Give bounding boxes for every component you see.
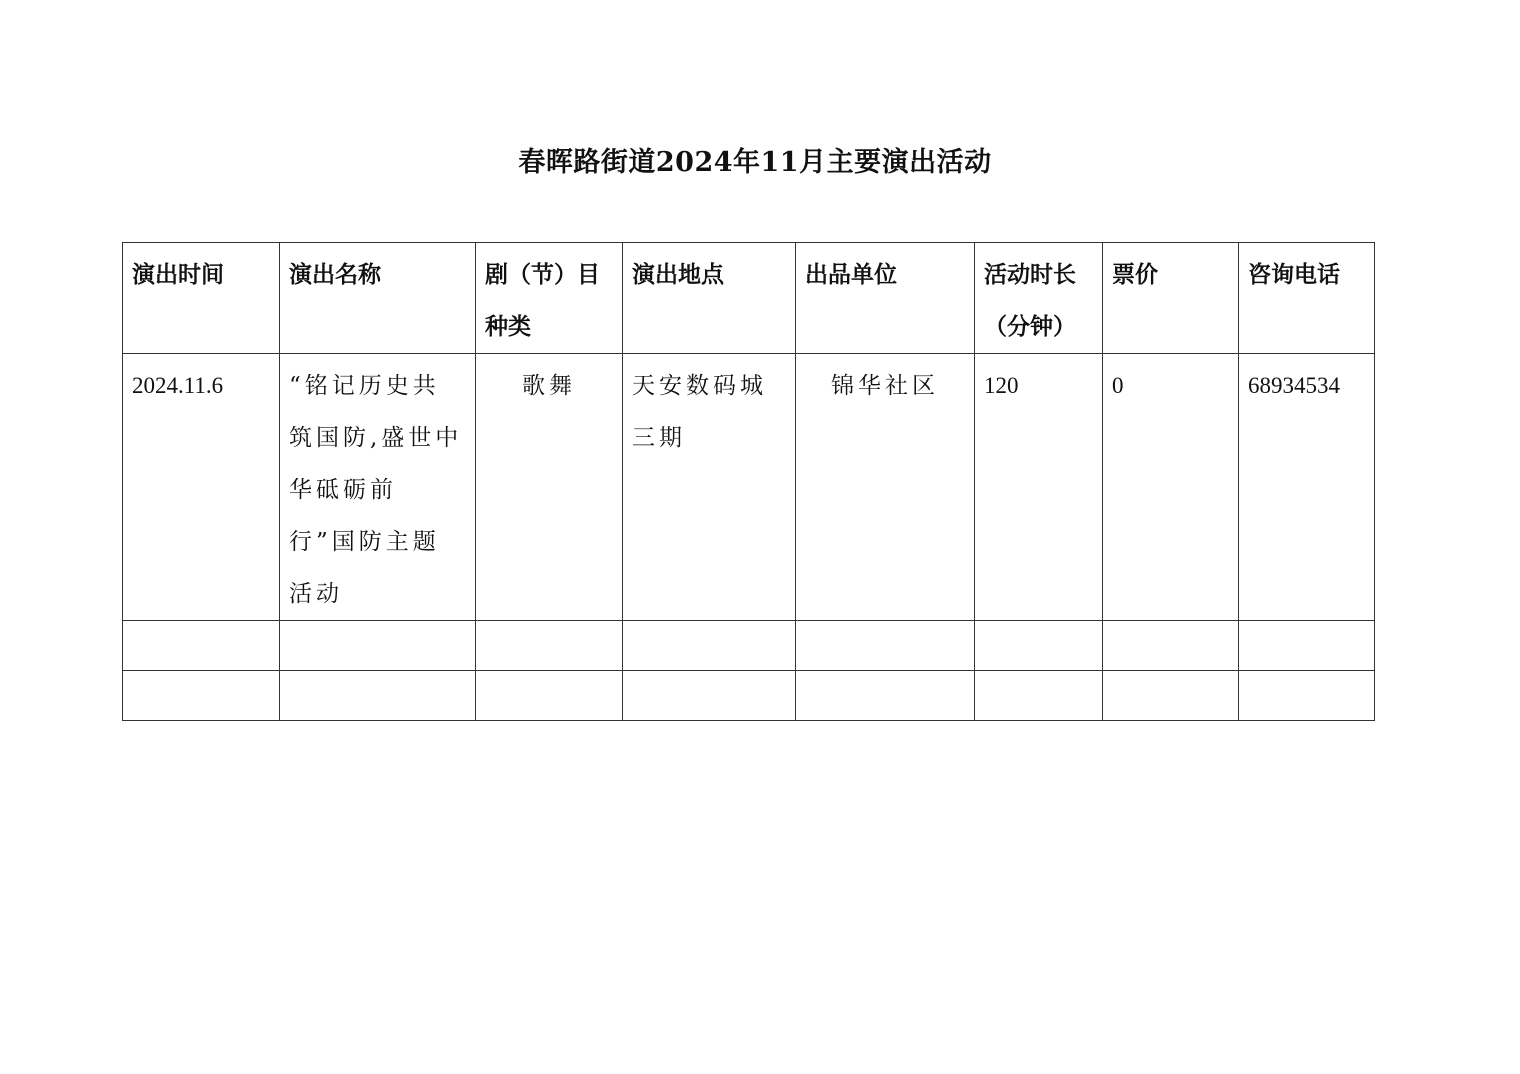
empty-cell — [1103, 621, 1239, 671]
cell-price: 0 — [1103, 354, 1239, 621]
header-name: 演出名称 — [280, 243, 476, 354]
empty-cell — [476, 621, 623, 671]
empty-cell — [623, 671, 796, 721]
empty-cell — [1103, 671, 1239, 721]
empty-cell — [123, 621, 280, 671]
empty-cell — [476, 671, 623, 721]
empty-cell — [1239, 671, 1375, 721]
performance-table — [122, 242, 1375, 721]
empty-row — [123, 671, 1375, 721]
header-producer: 出品单位 — [796, 243, 975, 354]
cell-duration: 120 — [975, 354, 1103, 621]
table-row — [123, 354, 1375, 621]
header-price: 票价 — [1103, 243, 1239, 354]
empty-cell — [1239, 621, 1375, 671]
cell-phone: 68934534 — [1239, 354, 1375, 621]
cell-name: “铭记历史共筑国防,盛世中华砥砺前行”国防主题活动 — [280, 354, 476, 621]
header-type: 剧（节）目种类 — [476, 243, 623, 354]
empty-cell — [623, 621, 796, 671]
header-phone: 咨询电话 — [1239, 243, 1375, 354]
empty-cell — [123, 671, 280, 721]
table-header-row — [123, 243, 1375, 354]
empty-cell — [280, 621, 476, 671]
empty-cell — [796, 671, 975, 721]
empty-cell — [280, 671, 476, 721]
page-title: 春晖路街道2024年11月主要演出活动 — [518, 147, 992, 178]
empty-cell — [975, 621, 1103, 671]
header-venue: 演出地点 — [623, 243, 796, 354]
header-duration: 活动时长（分钟） — [975, 243, 1103, 354]
cell-producer: 锦华社区 — [796, 354, 975, 621]
header-time: 演出时间 — [123, 243, 280, 354]
cell-venue: 天安数码城三期 — [623, 354, 796, 621]
empty-cell — [975, 671, 1103, 721]
empty-cell — [796, 621, 975, 671]
empty-row — [123, 621, 1375, 671]
cell-type: 歌舞 — [476, 354, 623, 621]
cell-time: 2024.11.6 — [123, 354, 280, 621]
